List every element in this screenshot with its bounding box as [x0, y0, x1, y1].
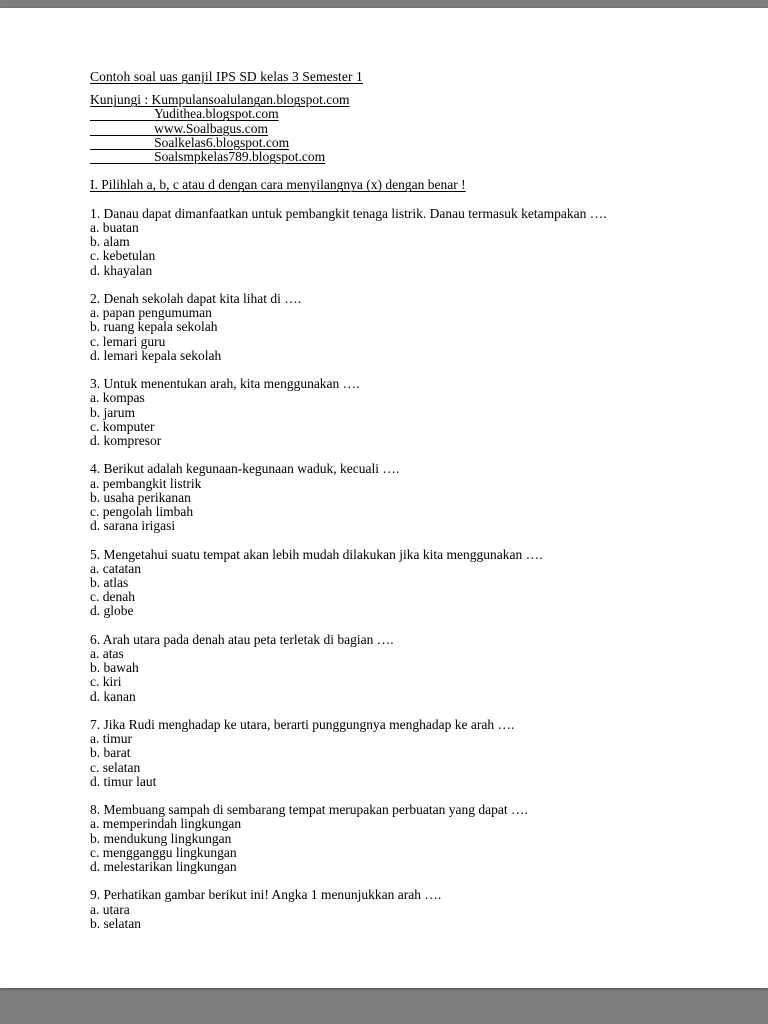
question-option: c. komputer	[90, 418, 155, 434]
question-option: c. selatan	[90, 759, 141, 775]
question-option: c. lemari guru	[90, 333, 166, 349]
question-option: c. pengolah limbah	[90, 504, 194, 520]
questions-list	[90, 207, 698, 931]
question-option: b. barat	[90, 745, 131, 761]
document-page	[0, 8, 768, 988]
visit-links-block	[90, 93, 698, 164]
question-option: b. selatan	[90, 915, 141, 931]
question-stem: 2. Denah sekolah dapat kita lihat di ….	[90, 291, 302, 306]
section-heading: I. Pilihlah a, b, c atau d dengan cara menyilangnya (x) dengan benar !	[90, 177, 466, 193]
question-option: c. denah	[90, 589, 135, 605]
question-block	[90, 888, 698, 931]
question-option: a. catatan	[90, 560, 141, 576]
question-option: b. bawah	[90, 660, 139, 676]
question-option: b. mendukung lingkungan	[90, 830, 232, 846]
question-option: a. kompas	[90, 390, 145, 406]
question-block	[90, 292, 698, 363]
question-stem: 8. Membuang sampah di sembarang tempat merupakan perbuatan yang dapat ….	[90, 802, 528, 818]
question-stem: 6. Arah utara pada denah atau peta terletak di bagian ….	[90, 631, 394, 647]
question-option: d. kanan	[90, 688, 136, 704]
link-soalsmpkelas789[interactable]: Soalsmpkelas789.blogspot.com	[154, 149, 326, 165]
question-option: b. usaha perikanan	[90, 489, 191, 505]
link-kumpulansoalulangan[interactable]: Kunjungi : Kumpulansoalulangan.blogspot.com	[90, 92, 350, 108]
question-option: a. papan pengumuman	[90, 305, 212, 321]
question-option: d. globe	[90, 603, 134, 619]
question-option: b. alam	[90, 234, 130, 250]
question-option: c. kiri	[90, 674, 122, 690]
question-block	[90, 377, 698, 448]
page-content	[0, 8, 768, 931]
question-option: d. lemari kepala sekolah	[90, 347, 222, 363]
link-soalkelas6[interactable]: Soalkelas6.blogspot.com	[154, 134, 290, 150]
question-option: d. khayalan	[90, 262, 153, 278]
question-option: b. ruang kepala sekolah	[90, 319, 218, 335]
question-block	[90, 633, 698, 704]
question-block	[90, 462, 698, 533]
question-option: a. pembangkit listrik	[90, 475, 202, 491]
question-option: b. atlas	[90, 575, 129, 591]
question-option: a. memperindah lingkungan	[90, 816, 242, 832]
link-yudithea[interactable]: Yudithea.blogspot.com	[154, 106, 279, 122]
question-option: a. utara	[90, 901, 130, 917]
link-soalbagus[interactable]: www.Soalbagus.com	[154, 120, 268, 136]
question-stem: 5. Mengetahui suatu tempat akan lebih mudah dilakukan jika kita menggunakan ….	[90, 546, 543, 562]
question-option: d. timur laut	[90, 773, 157, 789]
question-stem: 7. Jika Rudi menghadap ke utara, berarti punggungnya menghadap ke arah ….	[90, 717, 515, 733]
question-option: d. melestarikan lingkungan	[90, 859, 237, 875]
question-option: b. jarum	[90, 404, 135, 420]
question-stem: 9. Perhatikan gambar berikut ini! Angka 1 menunjukkan arah ….	[90, 887, 442, 903]
question-block	[90, 718, 698, 789]
question-stem: 4. Berikut adalah kegunaan-kegunaan waduk, kecuali ….	[90, 461, 400, 477]
question-option: c. mengganggu lingkungan	[90, 844, 237, 860]
document-title: Contoh soal uas ganjil IPS SD kelas 3 Semester 1	[90, 69, 363, 84]
question-stem: 1. Danau dapat dimanfaatkan untuk pembangkit tenaga listrik. Danau termasuk ketampakan ….	[90, 205, 607, 221]
question-block	[90, 207, 698, 278]
question-option: a. timur	[90, 731, 132, 747]
question-option: d. kompresor	[90, 433, 162, 449]
question-option: a. buatan	[90, 220, 139, 235]
question-block	[90, 548, 698, 619]
question-option: d. sarana irigasi	[90, 518, 176, 534]
question-option: c. kebetulan	[90, 248, 156, 264]
question-stem: 3. Untuk menentukan arah, kita menggunakan ….	[90, 376, 360, 392]
question-option: a. atas	[90, 646, 124, 662]
question-block	[90, 803, 698, 874]
